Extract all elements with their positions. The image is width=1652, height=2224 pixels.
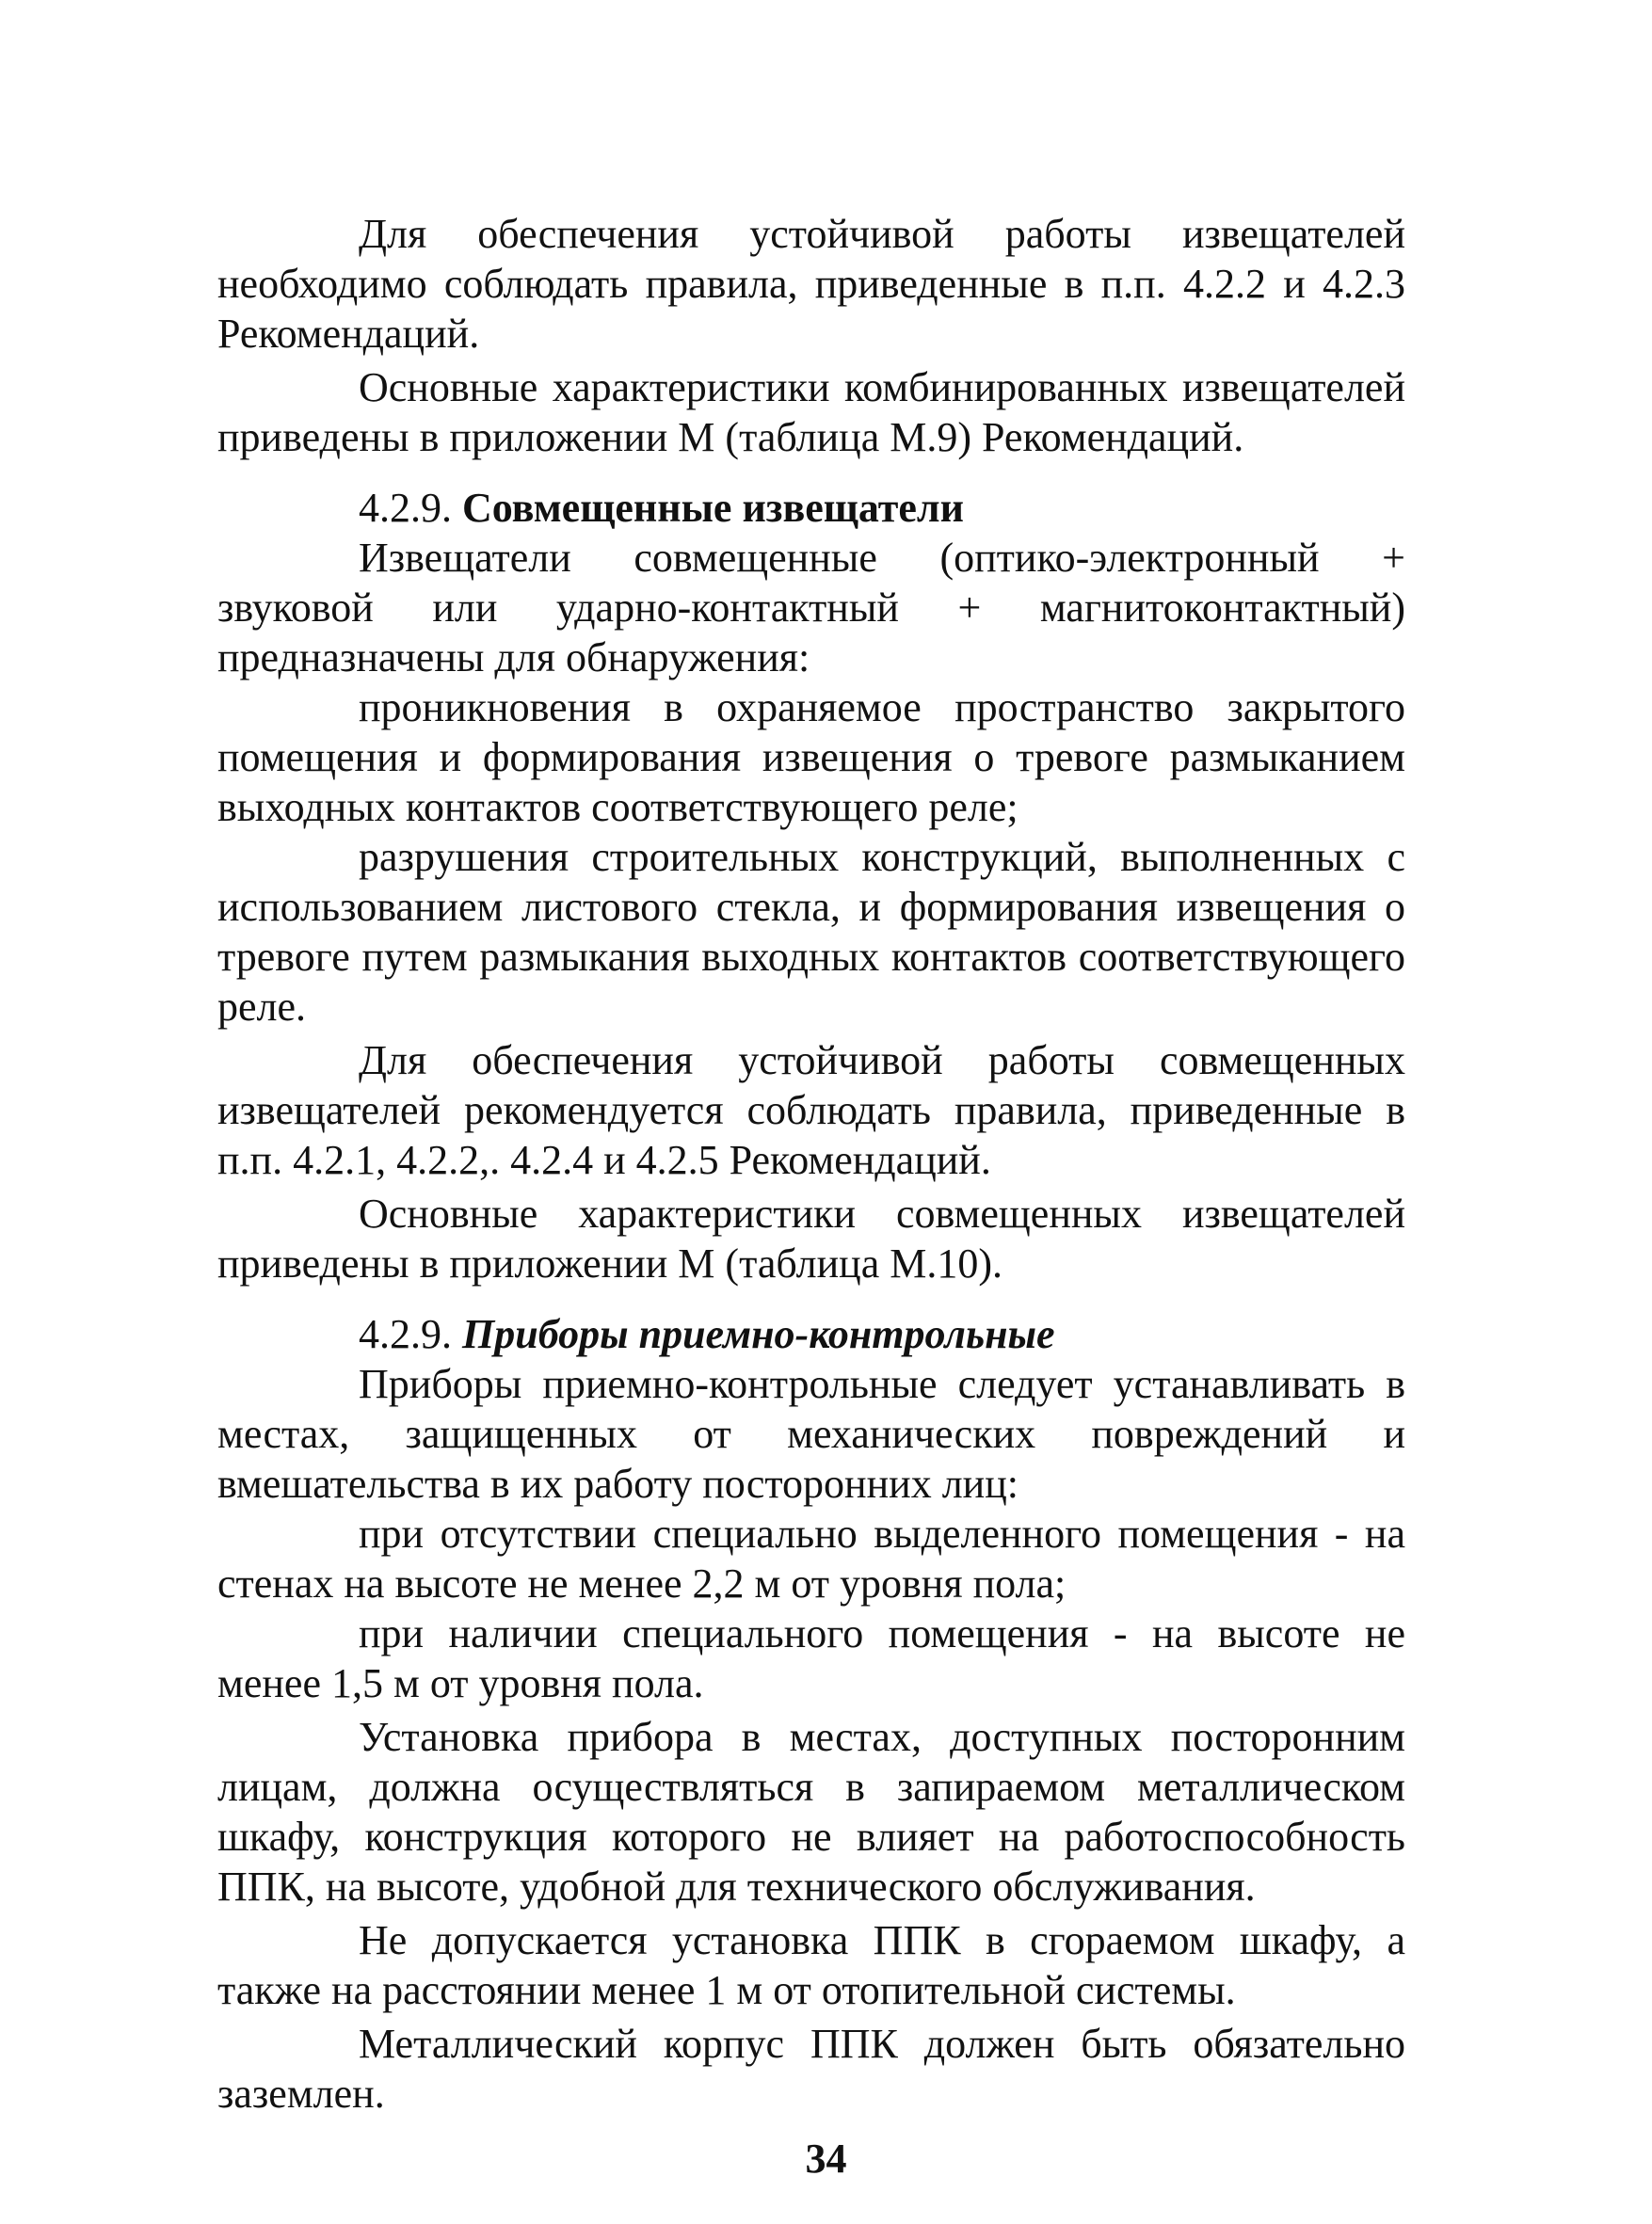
section-number: 4.2.9. [359,485,452,531]
section-1-paragraph-5: Основные характеристики совмещенных извещателей приведены в приложении М (таблица М.10). [217,1191,1405,1287]
page-body [217,209,1405,2119]
section-title: Приборы приемно-контрольные [462,1311,1055,1357]
section-number: 4.2.9. [359,1311,452,1357]
intro-paragraph-2: Основные характеристики комбинированных извещателей приведены в приложении М (таблица М.9) Рекомендаций. [217,364,1405,460]
section-heading-combined-detectors [217,483,1405,533]
section-1-paragraph-4: Для обеспечения устойчивой работы совмещенных извещателей рекомендуется соблюдать правила, приведенные в п.п. 4.2.1, 4.2.2,. 4.2.4 и 4.2.5 Рекомендаций. [217,1037,1405,1183]
section-1-paragraph-1: Извещатели совмещенные (оптико-электронный + звуковой или ударно-контактный + магнитоконтактный) предназначены для обнаружения: [217,535,1405,680]
section-2-paragraph-1: Приборы приемно-контрольные следует устанавливать в местах, защищенных от механических повреждений и вмешательства в их работу посторонних лиц: [217,1361,1405,1507]
section-2-paragraph-4: Установка прибора в местах, доступных посторонним лицам, должна осуществляться в запираемом металлическом шкафу, конструкция которого не влияет на работоспособность ППК, на высоте, удобной для технического обслуживания. [217,1714,1405,1910]
section-heading-control-panels [217,1309,1405,1359]
section-1-paragraph-3: разрушения строительных конструкций, выполненных с использованием листового стекла, и формирования извещения о тревоге путем размыкания выходных контактов соответствующего реле. [217,834,1405,1030]
section-title: Совмещенные извещатели [462,485,964,531]
section-2-paragraph-3: при наличии специального помещения - на высоте не менее 1,5 м от уровня пола. [217,1610,1405,1706]
intro-paragraph-1: Для обеспечения устойчивой работы извещателей необходимо соблюдать правила, приведенные в п.п. 4.2.2 и 4.2.3 Рекомендаций. [217,211,1405,357]
section-2-paragraph-6: Металлический корпус ППК должен быть обязательно заземлен. [217,2021,1405,2117]
section-2-paragraph-2: при отсутствии специально выделенного помещения - на стенах на высоте не менее 2,2 м от уровня пола; [217,1511,1405,1607]
section-1-paragraph-2: проникновения в охраняемое пространство закрытого помещения и формирования извещения о тревоге размыканием выходных контактов соответствующего реле; [217,684,1405,830]
page-number: 34 [805,2136,847,2182]
section-2-paragraph-5: Не допускается установка ППК в сгораемом шкафу, а также на расстоянии менее 1 м от отопительной системы. [217,1917,1405,2013]
